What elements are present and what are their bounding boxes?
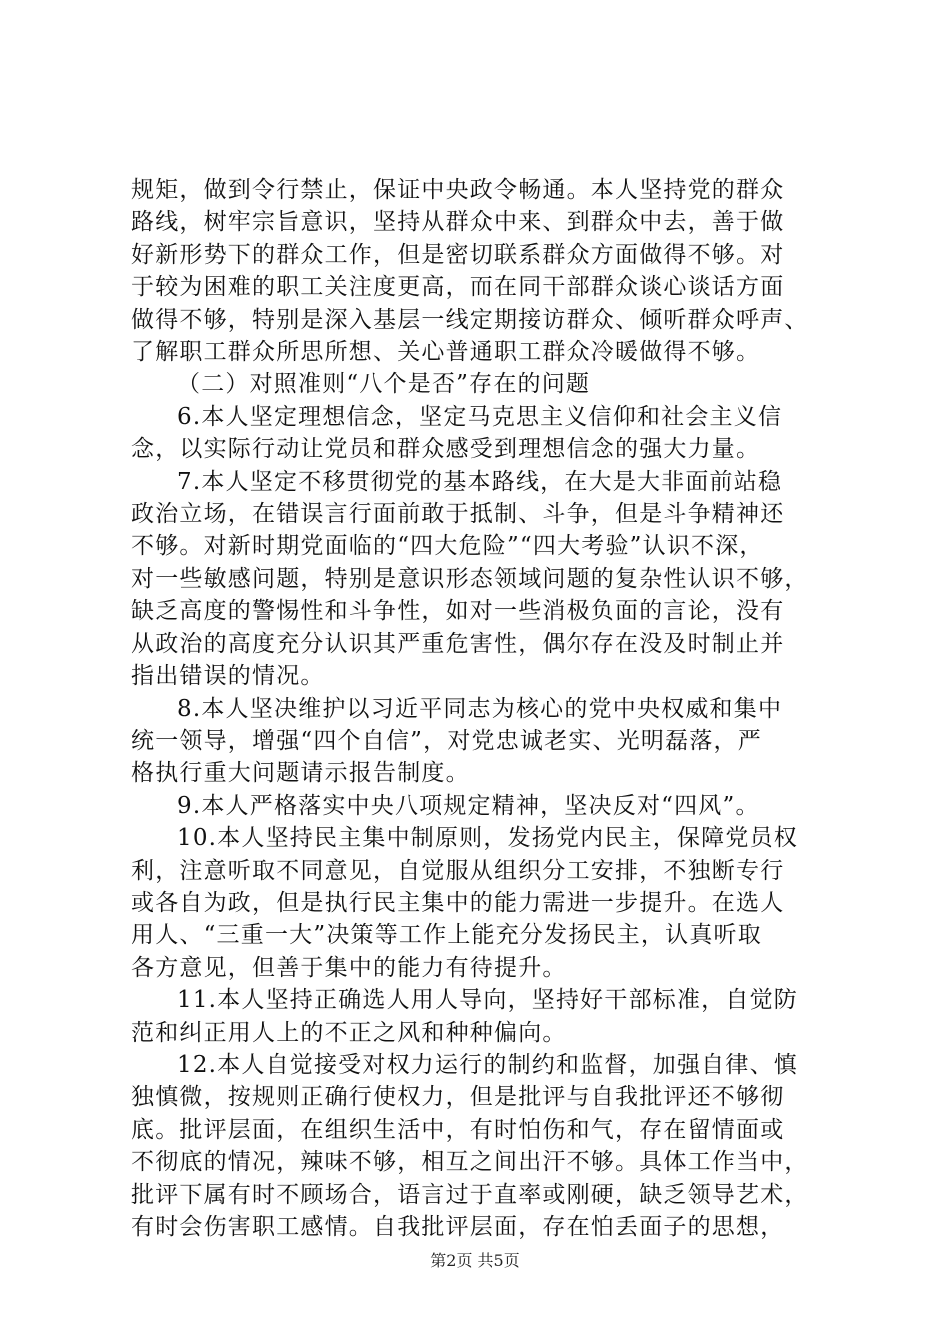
paragraph-start-line: 6.本人坚定理想信念，坚定马克思主义信仰和社会主义信 — [177, 403, 783, 430]
text-line: 批评下属有时不顾场合，语言过于直率或刚硬，缺乏领导艺术， — [131, 1181, 809, 1208]
text-line: 不彻底的情况，辣味不够，相互之间出汗不够。具体工作当中， — [131, 1149, 809, 1176]
text-line: 格执行重大问题请示报告制度。 — [131, 760, 470, 787]
text-line: 或各自为政，但是执行民主集中的能力需进一步提升。在选人 — [131, 889, 785, 916]
text-line: 政治立场，在错误言行面前敢于抵制、斗争，但是斗争精神还 — [131, 501, 785, 528]
text-line: 于较为困难的职工关注度更高，而在同干部群众谈心谈话方面 — [131, 274, 785, 301]
paragraph-start-line: 10.本人坚持民主集中制原则，发扬党内民主，保障党员权 — [177, 825, 798, 852]
text-line: 对一些敏感问题，特别是意识形态领域问题的复杂性认识不够， — [131, 565, 809, 592]
text-line: 指出错误的情况。 — [131, 663, 325, 690]
text-line: 范和纠正用人上的不正之风和种种偏向。 — [131, 1019, 567, 1046]
paragraph-start-line: 7.本人坚定不移贯彻党的基本路线，在大是大非面前站稳 — [177, 468, 783, 495]
text-line: 缺乏高度的警惕性和斗争性，如对一些消极负面的言论，没有 — [131, 598, 785, 625]
text-line: 规矩，做到令行禁止，保证中央政令畅通。本人坚持党的群众 — [131, 177, 785, 203]
text-line: 用人、“三重一大”决策等工作上能充分发扬民主，认真听取 — [131, 922, 762, 949]
text-line: 了解职工群众所思所想、关心普通职工群众冷暖做得不够。 — [131, 339, 761, 366]
page-number-footer: 第2页 共5页 — [430, 1251, 520, 1270]
paragraph-start-line: 12.本人自觉接受对权力运行的制约和监督，加强自律、慎 — [177, 1051, 798, 1078]
text-line: 利，注意听取不同意见，自觉服从组织分工安排，不独断专行 — [131, 857, 785, 884]
text-line: 做得不够，特别是深入基层一线定期接访群众、倾听群众呼声、 — [131, 306, 809, 333]
text-line: 各方意见，但善于集中的能力有待提升。 — [131, 954, 567, 981]
text-line: 路线，树牢宗旨意识，坚持从群众中来、到群众中去，善于做 — [131, 209, 785, 236]
text-line: 统一领导，增强“四个自信”，对党忠诚老实、光明磊落，严 — [131, 727, 762, 754]
text-line: 独慎微，按规则正确行使权力，但是批评与自我批评还不够彻 — [131, 1084, 785, 1111]
text-line: 念，以实际行动让党员和群众感受到理想信念的强大力量。 — [131, 436, 761, 463]
text-line: 好新形势下的群众工作，但是密切联系群众方面做得不够。对 — [131, 241, 785, 268]
paragraph-start-line: 11.本人坚持正确选人用人导向，坚持好干部标准，自觉防 — [177, 987, 798, 1014]
document-body — [131, 174, 831, 1243]
text-line: 从政治的高度充分认识其严重危害性，偶尔存在没及时制止并 — [131, 630, 785, 657]
text-line: 有时会伤害职工感情。自我批评层面，存在怕丢面子的思想， — [131, 1214, 785, 1240]
paragraph-start-line: 8.本人坚决维护以习近平同志为核心的党中央权威和集中 — [177, 695, 783, 722]
text-line: 不够。对新时期党面临的“四大危险”“四大考验”认识不深， — [131, 533, 764, 560]
section-heading: （二）对照准则“八个是否”存在的问题 — [177, 371, 591, 398]
paragraph-start-line: 9.本人严格落实中央八项规定精神，坚决反对“四风”。 — [177, 792, 760, 819]
text-line: 底。批评层面，在组织生活中，有时怕伤和气，存在留情面或 — [131, 1116, 785, 1143]
